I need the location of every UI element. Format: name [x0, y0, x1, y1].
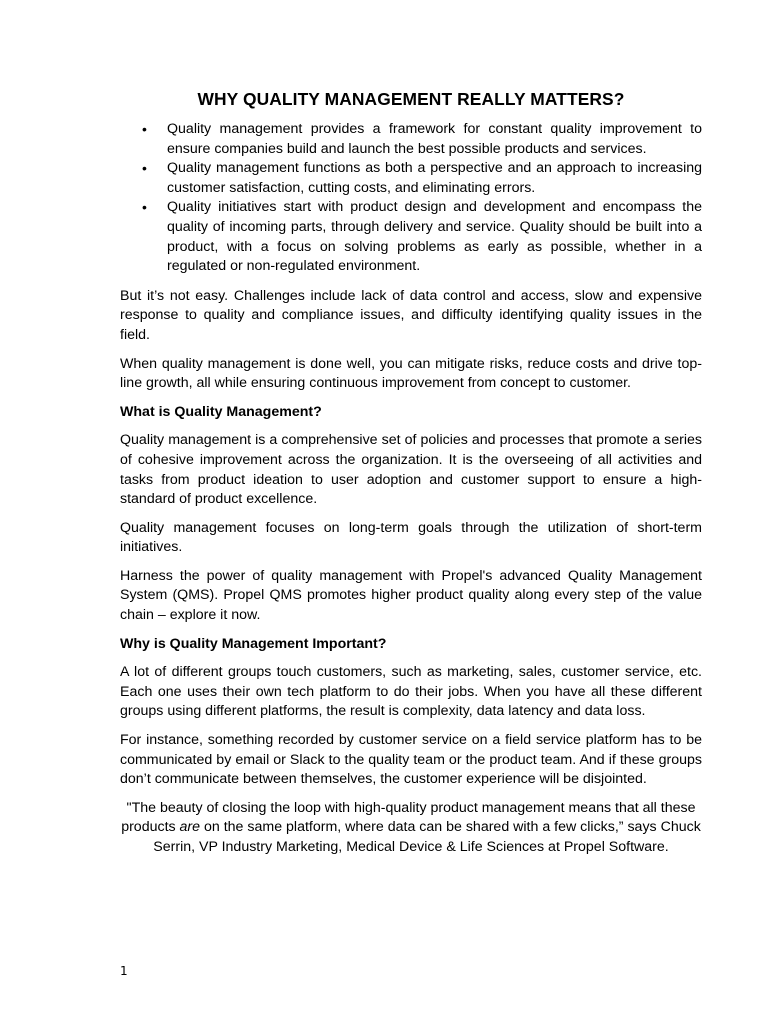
bullet-item	[120, 198, 702, 276]
bullet-list	[120, 120, 702, 277]
bullet-text: Quality initiatives start with product design and development and encompass the quality of incoming parts, through delivery and service. Quality should be built into a product, with a focus on solving problems as early as possible, whether in a regulated or non-regulated environment.	[167, 199, 702, 275]
bullet-icon: •	[142, 121, 147, 137]
paragraph-done-well: When quality management is done well, you can mitigate risks, reduce costs and drive top-line growth, all while ensuring continuous improvement from concept to customer.	[120, 355, 702, 392]
paragraph-challenges: But it’s not easy. Challenges include lack of data control and access, slow and expensive response to quality and compliance issues, and difficulty identifying quality issues in the field.	[120, 287, 702, 343]
quote-paragraph	[120, 799, 702, 858]
paragraph-groups: A lot of different groups touch customers, such as marketing, sales, customer service, etc. Each one uses their own tech platform to do their jobs. When you have all these different groups using different platforms, the result is complexity, data latency and data loss.	[120, 664, 702, 720]
page-content	[120, 88, 702, 867]
bullet-icon: •	[142, 199, 147, 216]
quote-emphasis: are	[179, 819, 201, 836]
paragraph-propel: Harness the power of quality management with Propel's advanced Quality Management System (QMS). Propel QMS promotes higher product quality along every step of the value chain – explore it now.	[120, 567, 702, 624]
bullet-icon: •	[142, 160, 147, 177]
quote-text-start: "The beauty of closing the loop with high-quality product management means that all these products	[121, 799, 696, 836]
document-title: WHY QUALITY MANAGEMENT REALLY MATTERS?	[197, 89, 625, 109]
bullet-text: Quality management functions as both a perspective and an approach to increasing customer satisfaction, cutting costs, and eliminating errors.	[167, 160, 702, 196]
page-number: 1	[120, 964, 128, 978]
paragraph-definition: Quality management is a comprehensive set of policies and processes that promote a series of cohesive improvement across the organization. It is the overseeing of all activities and tasks from product ideation to user adoption and customer support to ensure a high-standard of product excellence.	[120, 432, 702, 508]
bullet-text: Quality management provides a framework for constant quality improvement to ensure companies build and launch the best possible products and services.	[167, 121, 702, 157]
bullet-item	[120, 159, 702, 198]
section-heading-why: Why is Quality Management Important?	[120, 635, 387, 652]
paragraph-instance: For instance, something recorded by customer service on a field service platform has to be communicated by email or Slack to the quality team or the product team. And if these groups don’t communicate between themselves, the customer experience will be disjointed.	[120, 732, 702, 788]
section-heading-what: What is Quality Management?	[120, 403, 322, 420]
paragraph-focus: Quality management focuses on long-term goals through the utilization of short-term initiatives.	[120, 519, 702, 556]
bullet-item	[120, 120, 702, 159]
quote-text-end: on the same platform, where data can be shared with a few clicks,” says Chuck Serrin, VP Industry Marketing, Medical Device & Life Sciences at Propel Software.	[153, 819, 701, 855]
